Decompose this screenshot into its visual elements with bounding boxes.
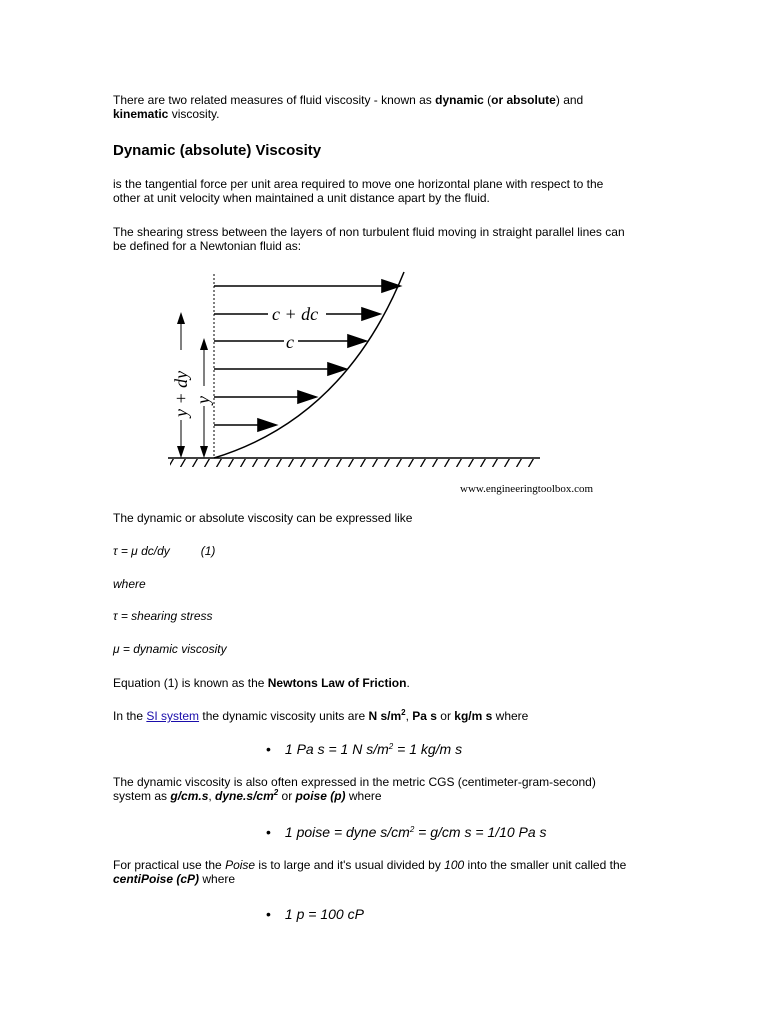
term-absolute: or absolute: [491, 93, 556, 107]
figure-credit: www.engineeringtoolbox.com: [460, 483, 594, 495]
bullet-dot: •: [266, 824, 271, 840]
cgs-text: where: [345, 789, 382, 803]
tau-definition: τ = shearing stress: [113, 609, 213, 623]
intro-text: (: [483, 93, 492, 107]
intro-text: ) and: [555, 93, 584, 107]
bullet-poise: [266, 824, 547, 840]
equation-formula: τ = μ dc/dy: [113, 544, 170, 558]
unit-exponent: 2: [401, 708, 406, 717]
unit-exponent: 2: [273, 788, 279, 797]
newton-law-paragraph: [113, 676, 673, 690]
label-y-plus-dy: y + dy: [171, 370, 191, 417]
bullet-dot: •: [266, 741, 271, 757]
definition-line: is the tangential force per unit area required to move one horizontal plane with respect to the: [113, 177, 604, 191]
unit-kg-m-s: kg/m s: [454, 709, 493, 723]
unit-poise: poise (p): [295, 789, 346, 803]
bullet-exponent: 2: [388, 742, 394, 751]
newton-text: .: [406, 676, 410, 690]
label-c-plus-dc: c + dc: [272, 304, 319, 324]
newton-law-term: Newtons Law of Friction: [267, 676, 407, 690]
term-dynamic: dynamic: [435, 93, 484, 107]
section-heading: Dynamic (absolute) Viscosity: [113, 142, 322, 159]
definition-line: other at unit velocity when maintained a unit distance apart by the fluid.: [113, 191, 490, 205]
bullet-exponent: 2: [409, 825, 415, 834]
where-text: where: [113, 577, 146, 591]
intro-text: There are two related measures of fluid viscosity - known as: [113, 93, 436, 107]
si-system-link[interactable]: SI system: [146, 709, 200, 723]
centi-text: where: [199, 872, 236, 886]
cgs-text: The dynamic viscosity is also often expressed in the metric CGS (centimeter-gram-second): [113, 775, 596, 789]
shearing-line: be defined for a Newtonian fluid as:: [113, 239, 302, 253]
shearing-line: The shearing stress between the layers of non turbulent fluid moving in straight parallel lines can: [113, 225, 625, 239]
unit-g-cm-s: g/cm.s: [170, 789, 209, 803]
si-text: ,: [405, 709, 413, 723]
bullet-text: = g/cm s = 1/10 Pa s: [414, 824, 547, 840]
equation-line: [113, 544, 673, 558]
term-100: 100: [444, 858, 465, 872]
centi-text: into the smaller unit called the: [464, 858, 627, 872]
cgs-text: or: [278, 789, 296, 803]
term-kinematic: kinematic: [113, 107, 169, 121]
term-poise: Poise: [225, 858, 256, 872]
equation-number: (1): [200, 544, 216, 558]
bullet-text: = 1 kg/m s: [393, 741, 463, 757]
shearing-paragraph: [113, 225, 673, 253]
label-y: y: [193, 396, 213, 404]
label-c: c: [286, 332, 294, 352]
centi-text: is to large and it's usual divided by: [255, 858, 445, 872]
bullet-text: 1 Pa s = 1 N s/m: [284, 741, 389, 757]
cgs-text: ,: [208, 789, 216, 803]
bullet-centipoise: [266, 906, 364, 922]
expressed-like-text: The dynamic or absolute viscosity can be expressed like: [113, 511, 413, 525]
si-text: In the: [113, 709, 147, 723]
velocity-profile-figure: [160, 262, 620, 500]
newton-text: Equation (1) is known as the: [113, 676, 268, 690]
intro-paragraph: [113, 93, 673, 121]
si-text: the dynamic viscosity units are: [199, 709, 369, 723]
si-text: where: [492, 709, 529, 723]
bullet-text: 1 p = 100 cP: [284, 906, 364, 922]
unit-n-s-m2: N s/m: [368, 709, 402, 723]
cgs-paragraph: [113, 775, 673, 803]
definition-paragraph: [113, 177, 673, 205]
velocity-profile-curve: [214, 272, 404, 458]
unit-pa-s: Pa s: [412, 709, 437, 723]
term-centipoise: centiPoise (cP): [113, 872, 200, 886]
unit-dyne-s-cm2: dyne.s/cm: [215, 789, 274, 803]
si-paragraph: [113, 709, 673, 723]
ground-hatching: [170, 459, 538, 467]
bullet-pa-s: [266, 741, 462, 757]
cgs-text: system as: [113, 789, 171, 803]
intro-text: viscosity.: [168, 107, 220, 121]
si-text: or: [436, 709, 455, 723]
bullet-dot: •: [266, 906, 271, 922]
centi-text: For practical use the: [113, 858, 226, 872]
centipoise-paragraph: [113, 858, 673, 886]
bullet-text: 1 poise = dyne s/cm: [284, 824, 410, 840]
mu-definition: μ = dynamic viscosity: [113, 642, 227, 656]
